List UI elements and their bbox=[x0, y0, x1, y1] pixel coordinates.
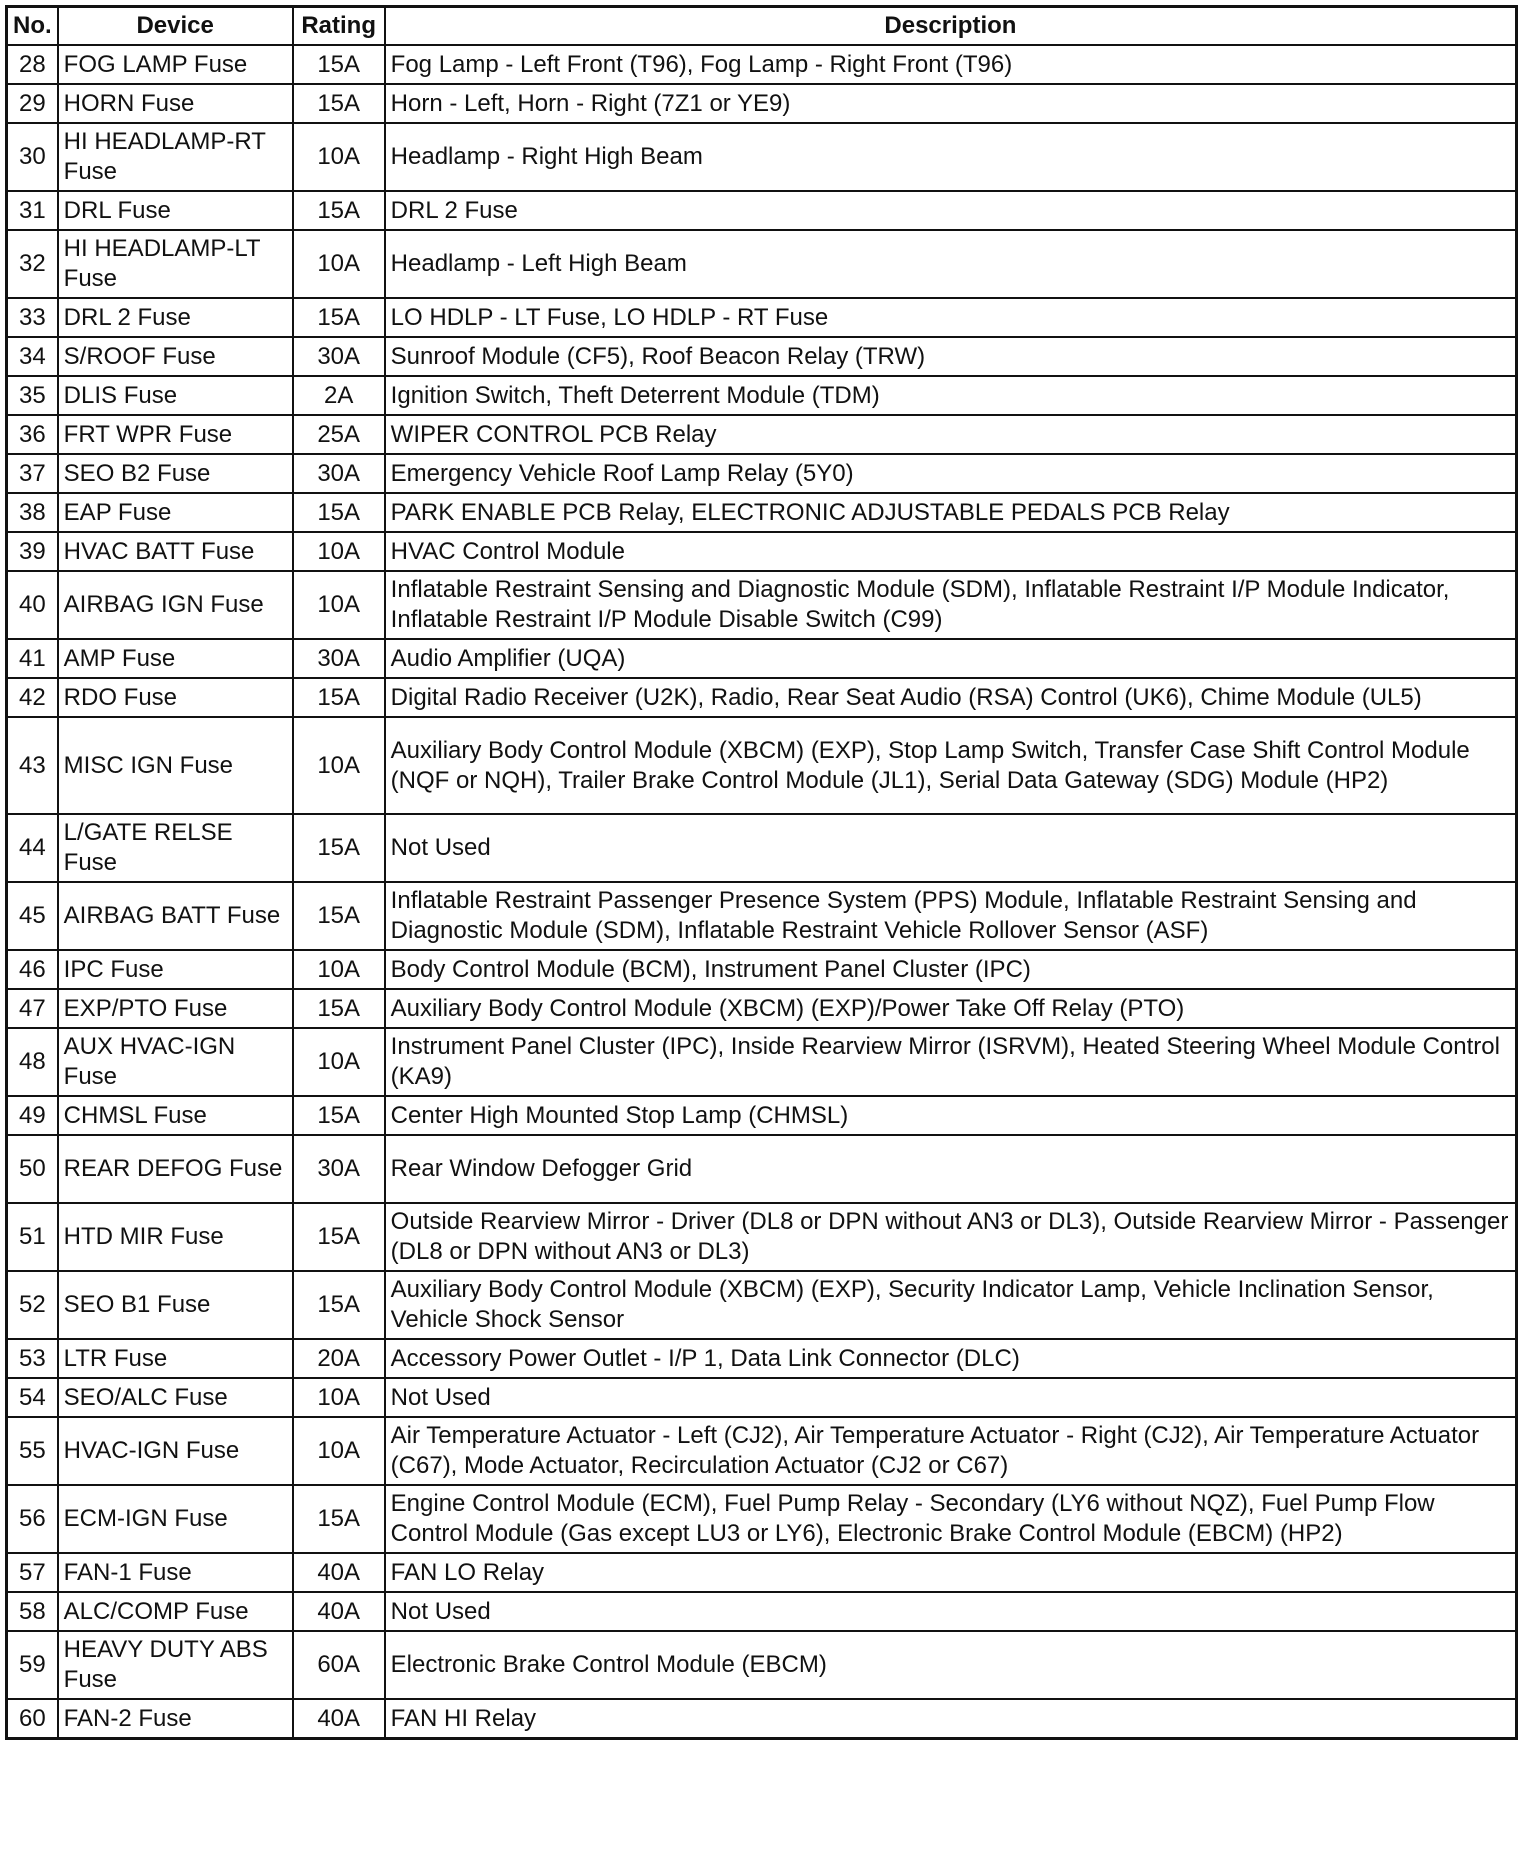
table-row bbox=[7, 84, 1517, 123]
column-header-device: Device bbox=[58, 7, 293, 46]
table-row bbox=[7, 230, 1517, 298]
cell-device: ECM-IGN Fuse bbox=[58, 1485, 293, 1553]
cell-no: 55 bbox=[7, 1417, 58, 1485]
table-row bbox=[7, 717, 1517, 814]
cell-rating: 15A bbox=[293, 493, 385, 532]
cell-no: 43 bbox=[7, 717, 58, 814]
table-row bbox=[7, 415, 1517, 454]
cell-rating: 10A bbox=[293, 950, 385, 989]
cell-description: FAN HI Relay bbox=[385, 1699, 1517, 1739]
cell-device: AIRBAG IGN Fuse bbox=[58, 571, 293, 639]
cell-device: RDO Fuse bbox=[58, 678, 293, 717]
cell-rating: 10A bbox=[293, 123, 385, 191]
cell-description: Inflatable Restraint Passenger Presence System (PPS) Module, Inflatable Restraint Sensing and Diagnostic Module (SDM), Inflatable Restraint Vehicle Rollover Sensor (ASF) bbox=[385, 882, 1517, 950]
cell-description: Digital Radio Receiver (U2K), Radio, Rear Seat Audio (RSA) Control (UK6), Chime Module (UL5) bbox=[385, 678, 1517, 717]
cell-no: 29 bbox=[7, 84, 58, 123]
cell-description: Headlamp - Right High Beam bbox=[385, 123, 1517, 191]
cell-device: EAP Fuse bbox=[58, 493, 293, 532]
cell-no: 57 bbox=[7, 1553, 58, 1592]
cell-device: HTD MIR Fuse bbox=[58, 1203, 293, 1271]
table-row bbox=[7, 1135, 1517, 1203]
cell-device: SEO B1 Fuse bbox=[58, 1271, 293, 1339]
cell-rating: 15A bbox=[293, 1096, 385, 1135]
cell-rating: 15A bbox=[293, 1203, 385, 1271]
cell-description: Auxiliary Body Control Module (XBCM) (EXP), Stop Lamp Switch, Transfer Case Shift Control Module (NQF or NQH), Trailer Brake Control Module (JL1), Serial Data Gateway (SDG) Module (HP2) bbox=[385, 717, 1517, 814]
cell-device: AUX HVAC-IGN Fuse bbox=[58, 1028, 293, 1096]
cell-rating: 10A bbox=[293, 1417, 385, 1485]
cell-device: DLIS Fuse bbox=[58, 376, 293, 415]
table-row bbox=[7, 493, 1517, 532]
cell-rating: 15A bbox=[293, 45, 385, 84]
table-row bbox=[7, 571, 1517, 639]
cell-no: 53 bbox=[7, 1339, 58, 1378]
cell-no: 38 bbox=[7, 493, 58, 532]
table-row bbox=[7, 814, 1517, 882]
column-header-description: Description bbox=[385, 7, 1517, 46]
cell-rating: 10A bbox=[293, 1028, 385, 1096]
table-row bbox=[7, 1592, 1517, 1631]
cell-description: HVAC Control Module bbox=[385, 532, 1517, 571]
cell-device: AMP Fuse bbox=[58, 639, 293, 678]
cell-rating: 10A bbox=[293, 717, 385, 814]
cell-description: Outside Rearview Mirror - Driver (DL8 or DPN without AN3 or DL3), Outside Rearview Mirror - Passenger (DL8 or DPN without AN3 or DL3) bbox=[385, 1203, 1517, 1271]
cell-description: Not Used bbox=[385, 1592, 1517, 1631]
cell-rating: 40A bbox=[293, 1592, 385, 1631]
cell-rating: 30A bbox=[293, 454, 385, 493]
table-row bbox=[7, 1203, 1517, 1271]
cell-description: Auxiliary Body Control Module (XBCM) (EXP), Security Indicator Lamp, Vehicle Inclination Sensor, Vehicle Shock Sensor bbox=[385, 1271, 1517, 1339]
table-row bbox=[7, 337, 1517, 376]
table-row bbox=[7, 950, 1517, 989]
cell-device: FAN-1 Fuse bbox=[58, 1553, 293, 1592]
table-row bbox=[7, 45, 1517, 84]
table-row bbox=[7, 1096, 1517, 1135]
cell-no: 31 bbox=[7, 191, 58, 230]
cell-no: 60 bbox=[7, 1699, 58, 1739]
cell-no: 35 bbox=[7, 376, 58, 415]
cell-description: Horn - Left, Horn - Right (7Z1 or YE9) bbox=[385, 84, 1517, 123]
cell-no: 42 bbox=[7, 678, 58, 717]
cell-rating: 15A bbox=[293, 84, 385, 123]
cell-description: Headlamp - Left High Beam bbox=[385, 230, 1517, 298]
cell-no: 34 bbox=[7, 337, 58, 376]
cell-no: 46 bbox=[7, 950, 58, 989]
cell-rating: 15A bbox=[293, 814, 385, 882]
cell-device: REAR DEFOG Fuse bbox=[58, 1135, 293, 1203]
cell-device: DRL 2 Fuse bbox=[58, 298, 293, 337]
cell-rating: 10A bbox=[293, 1378, 385, 1417]
table-row bbox=[7, 298, 1517, 337]
header-row bbox=[7, 7, 1517, 46]
table-row bbox=[7, 1339, 1517, 1378]
cell-device: CHMSL Fuse bbox=[58, 1096, 293, 1135]
cell-no: 59 bbox=[7, 1631, 58, 1699]
cell-description: PARK ENABLE PCB Relay, ELECTRONIC ADJUSTABLE PEDALS PCB Relay bbox=[385, 493, 1517, 532]
cell-description: FAN LO Relay bbox=[385, 1553, 1517, 1592]
cell-device: HVAC BATT Fuse bbox=[58, 532, 293, 571]
cell-rating: 10A bbox=[293, 571, 385, 639]
cell-device: DRL Fuse bbox=[58, 191, 293, 230]
table-row bbox=[7, 882, 1517, 950]
cell-device: HI HEADLAMP-RT Fuse bbox=[58, 123, 293, 191]
cell-rating: 15A bbox=[293, 989, 385, 1028]
table-row bbox=[7, 1271, 1517, 1339]
cell-device: EXP/PTO Fuse bbox=[58, 989, 293, 1028]
cell-no: 52 bbox=[7, 1271, 58, 1339]
cell-description: WIPER CONTROL PCB Relay bbox=[385, 415, 1517, 454]
cell-rating: 40A bbox=[293, 1553, 385, 1592]
cell-description: Center High Mounted Stop Lamp (CHMSL) bbox=[385, 1096, 1517, 1135]
cell-device: FOG LAMP Fuse bbox=[58, 45, 293, 84]
cell-no: 49 bbox=[7, 1096, 58, 1135]
cell-device: S/ROOF Fuse bbox=[58, 337, 293, 376]
cell-description: Electronic Brake Control Module (EBCM) bbox=[385, 1631, 1517, 1699]
cell-rating: 15A bbox=[293, 1485, 385, 1553]
cell-no: 39 bbox=[7, 532, 58, 571]
cell-description: Engine Control Module (ECM), Fuel Pump Relay - Secondary (LY6 without NQZ), Fuel Pump Flow Control Module (Gas except LU3 or LY6), Electronic Brake Control Module (EBCM) (HP2) bbox=[385, 1485, 1517, 1553]
cell-description: Air Temperature Actuator - Left (CJ2), Air Temperature Actuator - Right (CJ2), Air Temperature Actuator (C67), Mode Actuator, Recirculation Actuator (CJ2 or C67) bbox=[385, 1417, 1517, 1485]
cell-rating: 30A bbox=[293, 337, 385, 376]
cell-device: ALC/COMP Fuse bbox=[58, 1592, 293, 1631]
cell-no: 44 bbox=[7, 814, 58, 882]
cell-device: MISC IGN Fuse bbox=[58, 717, 293, 814]
table-row bbox=[7, 1553, 1517, 1592]
cell-no: 32 bbox=[7, 230, 58, 298]
table-row bbox=[7, 1485, 1517, 1553]
cell-no: 58 bbox=[7, 1592, 58, 1631]
cell-device: L/GATE RELSE Fuse bbox=[58, 814, 293, 882]
cell-rating: 15A bbox=[293, 1271, 385, 1339]
table-row bbox=[7, 1699, 1517, 1739]
cell-no: 50 bbox=[7, 1135, 58, 1203]
cell-description: Body Control Module (BCM), Instrument Panel Cluster (IPC) bbox=[385, 950, 1517, 989]
cell-description: Not Used bbox=[385, 814, 1517, 882]
cell-no: 51 bbox=[7, 1203, 58, 1271]
cell-rating: 10A bbox=[293, 532, 385, 571]
cell-rating: 30A bbox=[293, 639, 385, 678]
cell-description: Auxiliary Body Control Module (XBCM) (EXP)/Power Take Off Relay (PTO) bbox=[385, 989, 1517, 1028]
cell-device: SEO B2 Fuse bbox=[58, 454, 293, 493]
cell-rating: 60A bbox=[293, 1631, 385, 1699]
cell-no: 40 bbox=[7, 571, 58, 639]
cell-description: Instrument Panel Cluster (IPC), Inside Rearview Mirror (ISRVM), Heated Steering Wheel Module Control (KA9) bbox=[385, 1028, 1517, 1096]
fuse-table bbox=[5, 5, 1518, 1740]
cell-description: Audio Amplifier (UQA) bbox=[385, 639, 1517, 678]
table-row bbox=[7, 639, 1517, 678]
cell-device: FAN-2 Fuse bbox=[58, 1699, 293, 1739]
cell-device: HI HEADLAMP-LT Fuse bbox=[58, 230, 293, 298]
table-row bbox=[7, 376, 1517, 415]
cell-device: IPC Fuse bbox=[58, 950, 293, 989]
table-row bbox=[7, 678, 1517, 717]
cell-device: AIRBAG BATT Fuse bbox=[58, 882, 293, 950]
cell-description: Inflatable Restraint Sensing and Diagnostic Module (SDM), Inflatable Restraint I/P Module Indicator, Inflatable Restraint I/P Module Disable Switch (C99) bbox=[385, 571, 1517, 639]
cell-device: HVAC-IGN Fuse bbox=[58, 1417, 293, 1485]
cell-description: Rear Window Defogger Grid bbox=[385, 1135, 1517, 1203]
cell-no: 54 bbox=[7, 1378, 58, 1417]
cell-device: HORN Fuse bbox=[58, 84, 293, 123]
cell-rating: 2A bbox=[293, 376, 385, 415]
cell-rating: 20A bbox=[293, 1339, 385, 1378]
cell-no: 30 bbox=[7, 123, 58, 191]
table-row bbox=[7, 989, 1517, 1028]
table-row bbox=[7, 454, 1517, 493]
cell-description: Not Used bbox=[385, 1378, 1517, 1417]
cell-device: HEAVY DUTY ABS Fuse bbox=[58, 1631, 293, 1699]
cell-no: 47 bbox=[7, 989, 58, 1028]
table-row bbox=[7, 1028, 1517, 1096]
cell-rating: 15A bbox=[293, 678, 385, 717]
cell-description: DRL 2 Fuse bbox=[385, 191, 1517, 230]
cell-no: 56 bbox=[7, 1485, 58, 1553]
table-row bbox=[7, 191, 1517, 230]
cell-no: 45 bbox=[7, 882, 58, 950]
cell-device: FRT WPR Fuse bbox=[58, 415, 293, 454]
cell-device: LTR Fuse bbox=[58, 1339, 293, 1378]
cell-rating: 10A bbox=[293, 230, 385, 298]
cell-no: 41 bbox=[7, 639, 58, 678]
cell-description: Emergency Vehicle Roof Lamp Relay (5Y0) bbox=[385, 454, 1517, 493]
cell-description: Accessory Power Outlet - I/P 1, Data Link Connector (DLC) bbox=[385, 1339, 1517, 1378]
cell-description: LO HDLP - LT Fuse, LO HDLP - RT Fuse bbox=[385, 298, 1517, 337]
cell-rating: 15A bbox=[293, 191, 385, 230]
cell-description: Fog Lamp - Left Front (T96), Fog Lamp - Right Front (T96) bbox=[385, 45, 1517, 84]
column-header-no: No. bbox=[7, 7, 58, 46]
table-row bbox=[7, 532, 1517, 571]
cell-no: 33 bbox=[7, 298, 58, 337]
table-body bbox=[7, 45, 1517, 1739]
column-header-rating: Rating bbox=[293, 7, 385, 46]
cell-rating: 15A bbox=[293, 298, 385, 337]
cell-rating: 40A bbox=[293, 1699, 385, 1739]
cell-no: 36 bbox=[7, 415, 58, 454]
cell-no: 37 bbox=[7, 454, 58, 493]
table-row bbox=[7, 1417, 1517, 1485]
cell-no: 28 bbox=[7, 45, 58, 84]
cell-no: 48 bbox=[7, 1028, 58, 1096]
table-row bbox=[7, 123, 1517, 191]
cell-device: SEO/ALC Fuse bbox=[58, 1378, 293, 1417]
cell-rating: 30A bbox=[293, 1135, 385, 1203]
cell-description: Ignition Switch, Theft Deterrent Module (TDM) bbox=[385, 376, 1517, 415]
table-row bbox=[7, 1631, 1517, 1699]
cell-rating: 15A bbox=[293, 882, 385, 950]
cell-rating: 25A bbox=[293, 415, 385, 454]
cell-description: Sunroof Module (CF5), Roof Beacon Relay (TRW) bbox=[385, 337, 1517, 376]
table-row bbox=[7, 1378, 1517, 1417]
